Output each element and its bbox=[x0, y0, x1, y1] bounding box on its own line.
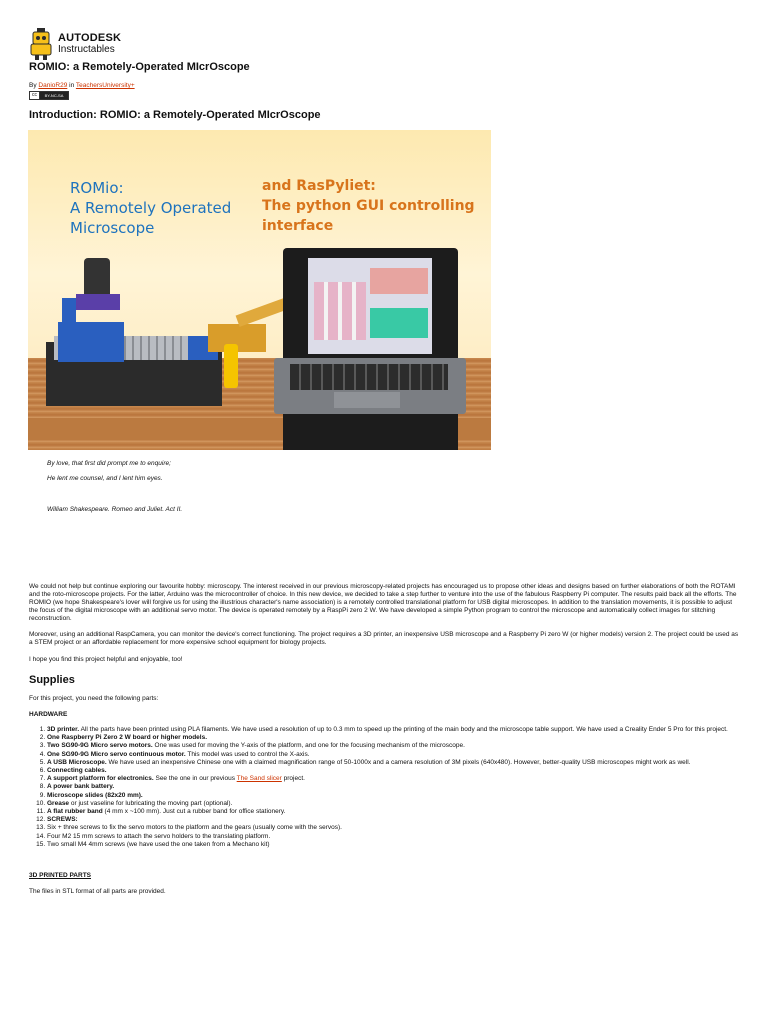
license-text: BY-NC-SA bbox=[40, 92, 68, 99]
microscope-mount bbox=[62, 298, 76, 330]
list-item: 15. Two small M4 4mm screws (we have used the one taken from a Mechano kit) bbox=[47, 841, 757, 849]
author-link[interactable]: DanioR29 bbox=[38, 82, 68, 89]
list-item: 6. Connecting cables. bbox=[47, 767, 757, 775]
quote-line-1: By love, that first did prompt me to enquire; bbox=[47, 460, 171, 467]
channel-link[interactable]: TeachersUniversity+ bbox=[75, 82, 135, 89]
list-item: 11. A flat rubber band (4 mm x ~100 mm). Just cut a rubber band for office stationery. bbox=[47, 808, 757, 816]
byline bbox=[29, 82, 135, 89]
introduction-heading: Introduction: ROMIO: a Remotely-Operated MIcrOscope bbox=[29, 109, 321, 121]
supplies-intro: For this project, you need the following parts: bbox=[29, 695, 159, 702]
intro-paragraph-3: I hope you find this project helpful and enjoyable, too! bbox=[29, 656, 183, 663]
hardware-heading: HARDWARE bbox=[29, 711, 68, 718]
3d-printed-parts-heading: 3D PRINTED PARTS bbox=[29, 872, 91, 879]
list-item: 13. Six + three screws to fix the servo motors to the platform and the gears (usually come with the servos). bbox=[47, 824, 757, 832]
laptop-keyboard bbox=[290, 364, 448, 390]
list-item: 4. One SG90-9G Micro servo continuous motor. This model was used to control the X-axis. bbox=[47, 751, 757, 759]
microscope-image-preview bbox=[370, 268, 428, 294]
hero-image bbox=[28, 130, 491, 450]
hero-title-romio: ROMio: A Remotely Operated Microscope bbox=[70, 179, 232, 237]
list-item: 5. A USB Microscope. We have used an inexpensive Chinese one with a claimed magnification range of 50-1000x and a camera resolution of 3M pixels (640x480). However, better-quality USB microscopes might work as well. bbox=[47, 759, 757, 767]
laptop-gui-display bbox=[308, 258, 432, 354]
page-title: ROMIO: a Remotely-Operated MIcrOscope bbox=[29, 61, 250, 73]
list-item: 2. One Raspberry Pi Zero 2 W board or higher models. bbox=[47, 734, 757, 742]
creative-commons-badge[interactable] bbox=[29, 91, 69, 100]
list-item: 1. 3D printer. All the parts have been printed using PLA filaments. We have used a resolution of up to 0.3 mm to speed up the printing of the main body and the microscope table support. We have used a Creality Ender 5 Pro for this project. bbox=[47, 726, 757, 734]
brand-autodesk: AUTODESK bbox=[58, 32, 122, 44]
focus-gear bbox=[76, 294, 120, 310]
byline-in: in bbox=[69, 82, 75, 89]
list-item: 12. SCREWS: bbox=[47, 816, 757, 824]
instructables-robot-icon bbox=[29, 28, 53, 60]
intro-paragraph-1: We could not help but continue exploring our favourite hobby: microscopy. The interest received in our previous microscopy-related projects has encouraged us to propose other ideas and designs based on further elaborations of both the ROTAMI and the roto-microscope projects. For the latter, Arduino was the microcontroller of choice. In this new device, we decided to take a step further to venture into the use of the fabulous Raspberry Pi computer. The results paid back all the efforts. The ROMIO (we hope Shakespeare's lover will forgive us for using the illustrious character's name association) is a remotely controlled translational platform for USB digital microscopes. In addition to the translation movements, it is possible to adjust the focus of the digital microscope with an additional servo motor. The device is operated remotely by a RaspPi zero 2 W. We have developed a simple Python program to control the microscope and automatically collect images for stitching reconstruction. bbox=[29, 583, 737, 622]
hero-title-raspyliet: and RasPyliet: The python GUI controlling interface bbox=[262, 178, 475, 234]
intro-paragraph-2: Moreover, using an additional RaspCamera, you can monitor the device's correct functioning. The project requires a 3D printer, an inexpensive USB microscope and a Raspberry Pi zero W (or higher models) version 2. The project could be used as a STEM project or an affordable replacement for more expensive school equipment for biology projects. bbox=[29, 631, 739, 646]
list-item: 10. Grease or just vaseline for lubricating the moving part (optional). bbox=[47, 800, 757, 808]
list-item: 7. A support platform for electronics. See the one in our previous The Sand slicer project. bbox=[47, 775, 757, 783]
brand-instructables: Instructables bbox=[58, 44, 115, 55]
cc-icon: cc bbox=[30, 92, 40, 99]
laptop-trackpad bbox=[334, 392, 400, 408]
quote-attribution: William Shakespeare. Romeo and Juliet. Act II. bbox=[47, 506, 183, 513]
list-item: 14. Four M2 15 mm screws to attach the servo holders to the translating platform. bbox=[47, 833, 757, 841]
printed-parts-text: The files in STL format of all parts are provided. bbox=[29, 888, 166, 895]
power-cable-clip bbox=[224, 344, 238, 388]
control-panel bbox=[370, 308, 428, 338]
list-item: 3. Two SG90-9G Micro servo motors. One was used for moving the Y-axis of the platform, and one for the focusing mechanism of the microscope. bbox=[47, 742, 757, 750]
hardware-list bbox=[29, 726, 757, 849]
sand-slicer-link[interactable]: The Sand slicer bbox=[236, 775, 282, 783]
byline-by: By bbox=[29, 82, 37, 89]
image-thumbnails bbox=[314, 282, 366, 340]
list-item: 8. A power bank battery. bbox=[47, 783, 757, 791]
list-item: 9. Microscope slides (82x20 mm). bbox=[47, 792, 757, 800]
autodesk-instructables-logo[interactable] bbox=[29, 28, 121, 60]
quote-line-2: He lent me counsel, and I lent him eyes. bbox=[47, 475, 163, 482]
supplies-heading: Supplies bbox=[29, 674, 75, 686]
